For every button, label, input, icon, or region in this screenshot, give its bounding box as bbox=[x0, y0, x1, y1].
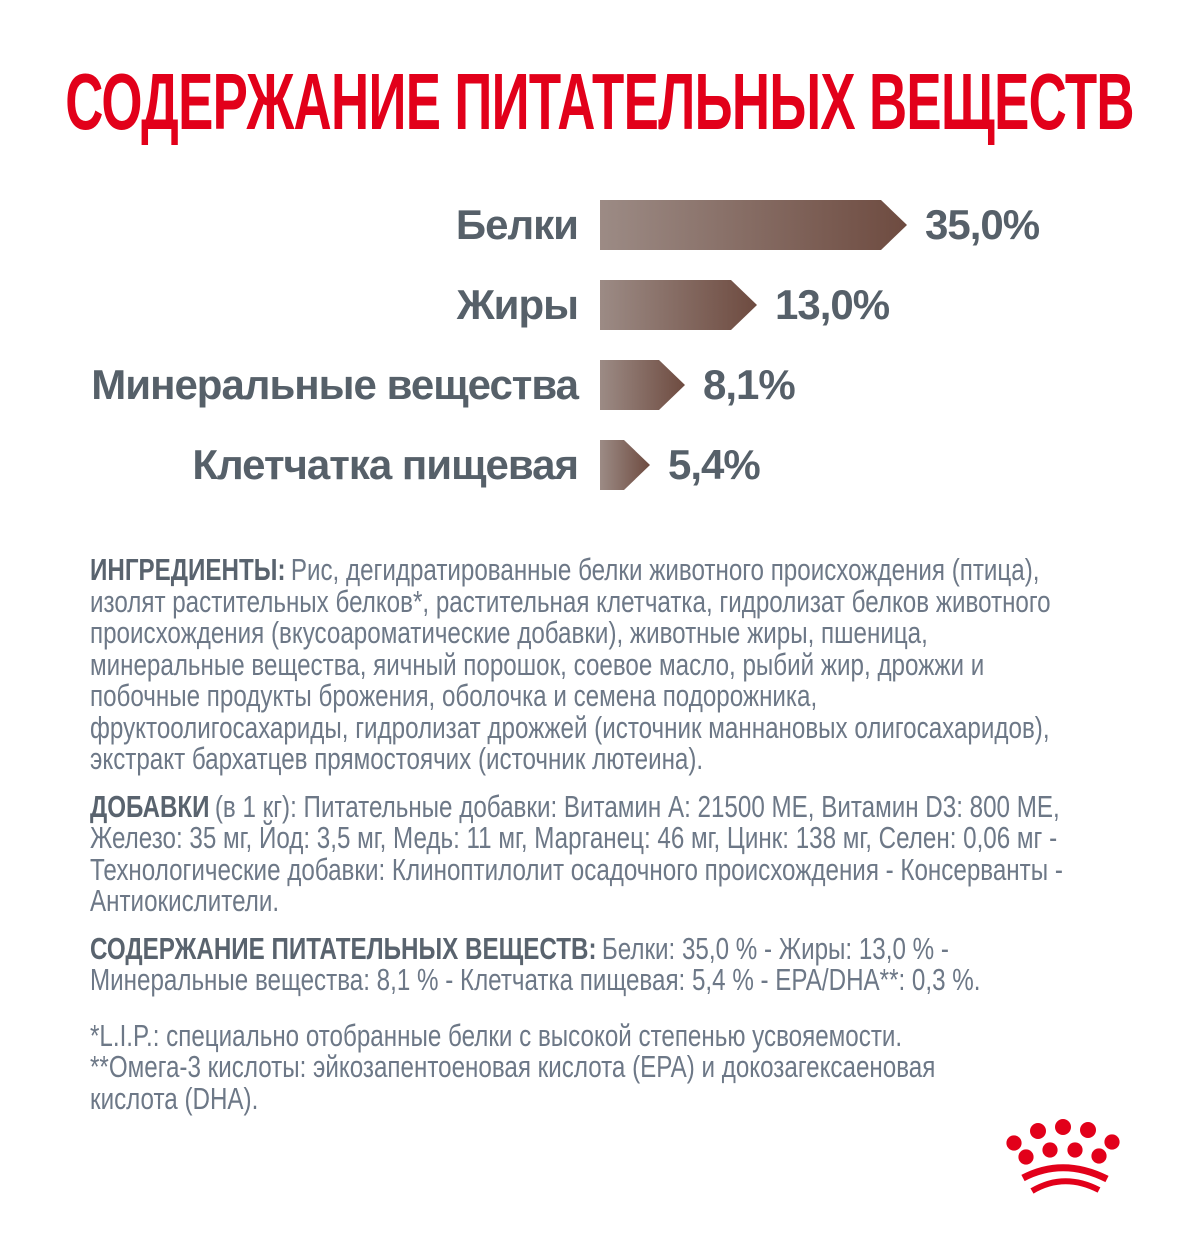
text-line: **Омега-3 кислоты: эйкозапентоеновая кислота (EPA) и докозагексаеновая bbox=[90, 1049, 936, 1084]
bar-category-label: Минеральные вещества bbox=[91, 361, 578, 408]
chart-row bbox=[0, 200, 1200, 250]
ingredients-paragraph bbox=[90, 554, 1200, 775]
text-line: Железо: 35 мг, Йод: 3,5 мг, Медь: 11 мг, Марганец: 46 мг, Цинк: 138 мг, Селен: 0,06 мг - bbox=[90, 820, 1058, 855]
chart-row bbox=[0, 440, 1200, 490]
bar-category-label: Клетчатка пищевая bbox=[192, 441, 578, 488]
analysis-paragraph bbox=[90, 930, 1200, 997]
bar-value-label: 8,1% bbox=[703, 361, 795, 408]
text-line: экстракт бархатцев прямостоячих (источник лютеина). bbox=[90, 741, 704, 776]
text-column bbox=[90, 554, 1200, 1114]
text-line: Белки: 35,0 % - Жиры: 13,0 % - bbox=[601, 930, 949, 966]
page-title: СОДЕРЖАНИЕ ПИТАТЕЛЬНЫХ ВЕЩЕСТВ bbox=[65, 57, 1135, 146]
footnotes-paragraph bbox=[90, 1017, 1200, 1116]
bar-category-label: Белки bbox=[455, 201, 578, 248]
text-line: фруктоолигосахариды, гидролизат дрожжей (источник маннановых олигосахаридов), bbox=[90, 709, 1050, 745]
nutrient-chart bbox=[0, 200, 1200, 490]
text-line: побочные продукты брожения, оболочка и семена подорожника, bbox=[90, 678, 818, 713]
additives-label-suffix: (в 1 кг): bbox=[214, 788, 297, 824]
text-line: Питательные добавки: Витамин A: 21500 МЕ, Витамин D3: 800 МЕ, bbox=[303, 788, 1060, 824]
bar bbox=[600, 440, 650, 490]
analysis-label: СОДЕРЖАНИЕ ПИТАТЕЛЬНЫХ ВЕЩЕСТВ: bbox=[90, 930, 597, 966]
bar-value-label: 13,0% bbox=[775, 281, 890, 328]
bar bbox=[600, 360, 685, 410]
chart-row bbox=[0, 360, 1200, 410]
ingredients-label: ИНГРЕДИЕНТЫ: bbox=[90, 552, 286, 587]
text-line: Минеральные вещества: 8,1 % - Клетчатка пищевая: 5,4 % - EPA/DHA**: 0,3 %. bbox=[90, 962, 981, 997]
text-line: Рис, дегидратированные белки животного происхождения (птица), bbox=[290, 552, 1040, 587]
text-line: минеральные вещества, яичный порошок, соевое масло, рыбий жир, дрожжи и bbox=[90, 646, 985, 682]
text-line: кислота (DHA). bbox=[90, 1080, 259, 1116]
additives-label: ДОБАВКИ bbox=[90, 788, 210, 824]
chart-row bbox=[0, 280, 1200, 330]
page-title-wrap bbox=[0, 58, 1200, 146]
infographic-page bbox=[0, 58, 1200, 1258]
text-line: Технологические добавки: Клиноптилолит осадочного происхождения - Консерванты - bbox=[90, 851, 1063, 887]
bar bbox=[600, 280, 757, 330]
bar-category-label: Жиры bbox=[456, 281, 578, 328]
text-line: Антиокислители. bbox=[90, 883, 280, 918]
royal-canin-crown-icon bbox=[1002, 1116, 1124, 1200]
additives-paragraph bbox=[90, 788, 1200, 918]
bar bbox=[600, 200, 907, 250]
bar-value-label: 35,0% bbox=[925, 201, 1040, 248]
bar-value-label: 5,4% bbox=[668, 441, 760, 488]
text-line: изолят растительных белков*, растительная клетчатка, гидролизат белков животного bbox=[90, 583, 1051, 619]
text-line: происхождения (вкусоароматические добавки), животные жиры, пшеница, bbox=[90, 615, 928, 650]
text-line: *L.I.P.: специально отобранные белки с высокой степенью усвояемости. bbox=[90, 1017, 903, 1053]
